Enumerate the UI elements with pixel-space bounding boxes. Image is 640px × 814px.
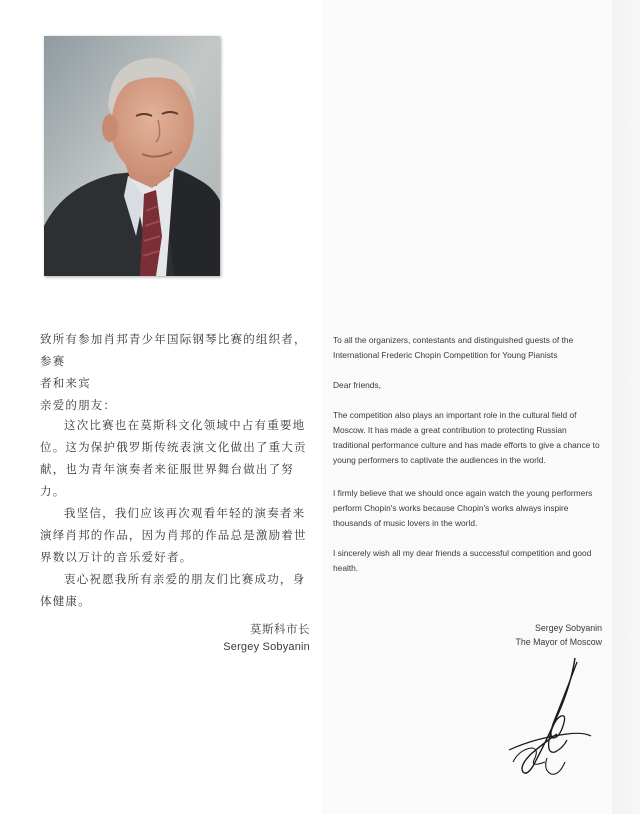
page-edge (612, 0, 640, 814)
english-paragraph-3-block (333, 546, 605, 576)
english-signature-name: Sergey Sobyanin (535, 623, 602, 633)
chinese-greeting-line1: 致所有参加肖邦青少年国际钢琴比赛的组织者，参赛 (40, 332, 307, 368)
chinese-signature-title: 莫斯科市长 (250, 622, 310, 636)
chinese-body (40, 414, 312, 612)
chinese-salutation: 亲爱的朋友： (40, 398, 117, 412)
english-signature-title: The Mayor of Moscow (515, 637, 602, 647)
english-greeting-text: To all the organizers, contestants and distinguished guests of the International Frederic Chopin Competition for Young Pianists (333, 335, 574, 360)
chinese-signature-block (180, 620, 310, 656)
handwritten-signature (505, 654, 595, 788)
chinese-paragraph-2: 我坚信，我们应该再次观看年轻的演奏者来演绎肖邦的作品，因为肖邦的作品总是激励着世界数以万计的音乐爱好者。 (40, 506, 307, 564)
english-greeting (333, 333, 605, 363)
portrait-photo (44, 36, 220, 276)
english-paragraph-1: The competition also plays an important role in the cultural field of Moscow. It has made a great contribution to protecting Russian traditional performance culture and has made efforts to give a chance to young performers to captivate the audiences in the world. (333, 410, 600, 465)
english-paragraph-2-block (333, 486, 605, 531)
chinese-greeting-line2: 者和来宾 (40, 376, 91, 390)
english-paragraph-3: I sincerely wish all my dear friends a successful competition and good health. (333, 548, 592, 573)
english-salutation-block (333, 378, 605, 393)
chinese-paragraph-3: 衷心祝愿我所有亲爱的朋友们比赛成功，身体健康。 (40, 572, 306, 608)
chinese-signature-name: Sergey Sobyanin (223, 641, 310, 653)
english-paragraph-2: I firmly believe that we should once again watch the young performers perform Chopin's works because Chopin's works always inspire thousands of music lovers in the world. (333, 488, 593, 528)
english-paragraph-1-block (333, 408, 605, 468)
chinese-paragraph-1: 这次比赛也在莫斯科文化领域中占有重要地位。这为保护俄罗斯传统表演文化做出了重大贡献，也为青年演奏者来征服世界舞台做出了努力。 (40, 418, 307, 498)
english-signature-block (430, 621, 602, 649)
english-salutation: Dear friends, (333, 380, 381, 390)
chinese-letter (40, 328, 312, 416)
